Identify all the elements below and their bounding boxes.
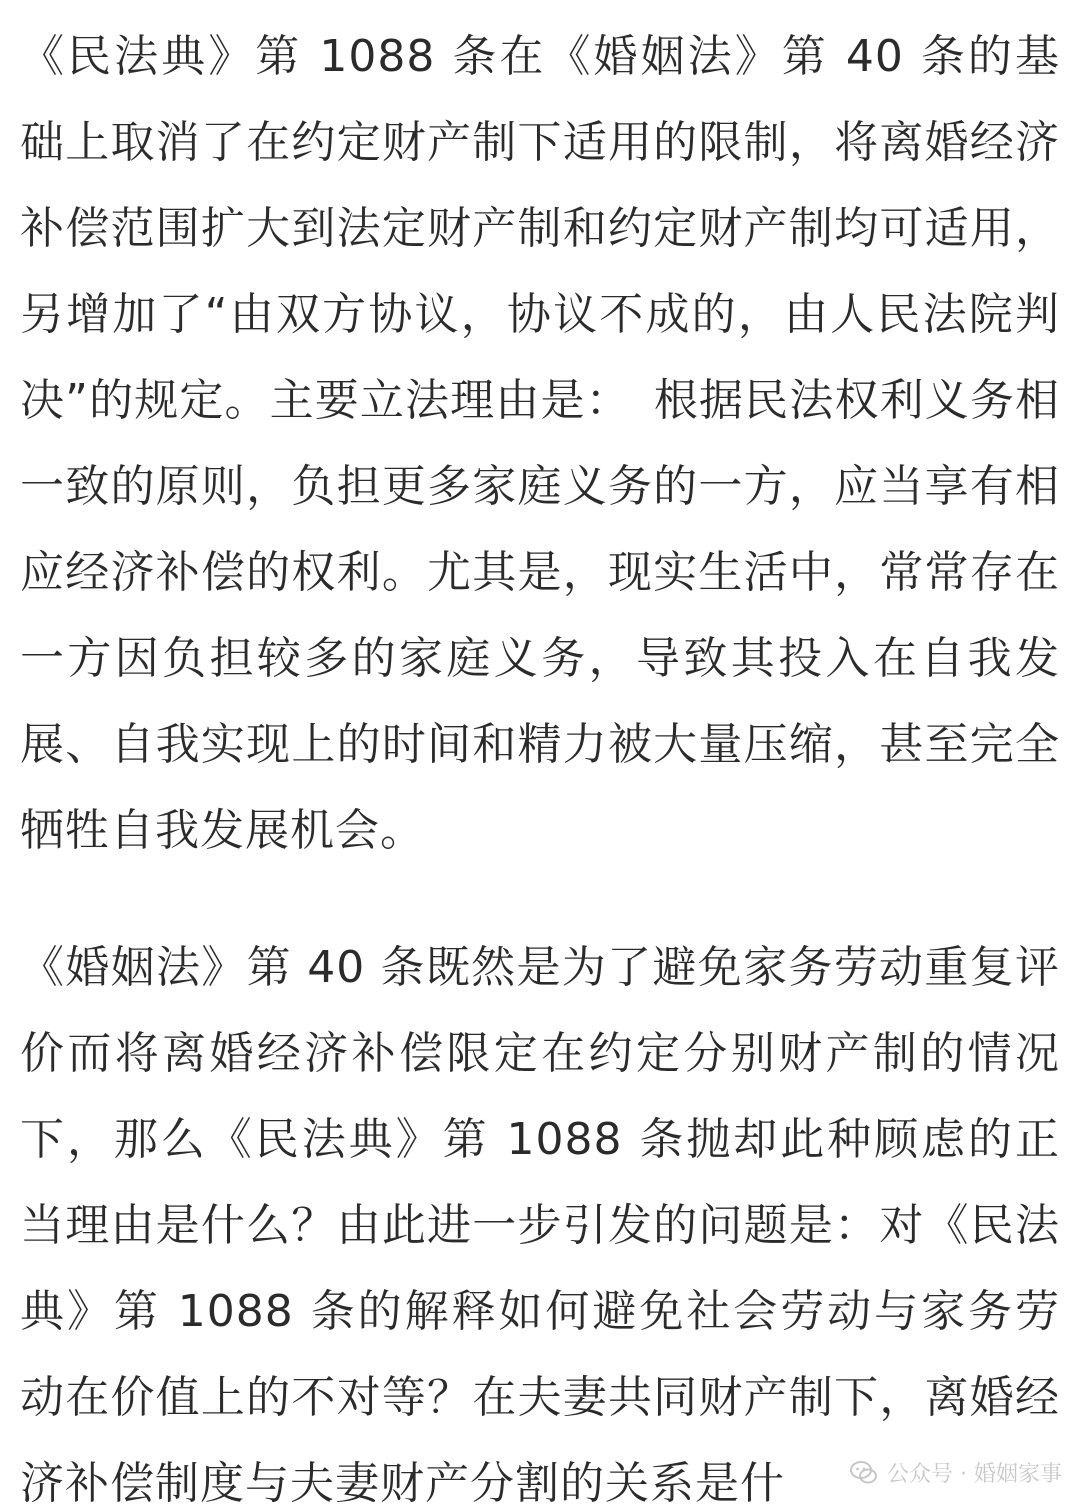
paragraph-marriage-law-40: 《婚姻法》第 40 条既然是为了避免家务劳动重复评价而将离婚经济补偿限定在约定分别财产制的情况下，那么《民法典》第 1088 条抛却此种顾虑的正当理由是什么？由此进一步引发的问题是：对《民法典》第 1088 条的解释如何避免社会劳动与家务劳动在价值上的不对等？在夫妻共同财产制下，离婚经济补偿制度与夫妻财产分割的关系是什: [20, 942, 1060, 1508]
watermark: [849, 1457, 1062, 1488]
wechat-icon: [849, 1458, 879, 1488]
watermark-text: 公众号 · 婚姻家事: [887, 1462, 1062, 1487]
paragraph-civil-code-1088: 《民法典》第 1088 条在《婚姻法》第 40 条的基础上取消了在约定财产制下适用的限制，将离婚经济补偿范围扩大到法定财产制和约定财产制均可适用，另增加了“由双方协议，协议不成的，由人民法院判决”的规定。主要立法理由是： 根据民法权利义务相一致的原则，负担更多家庭义务的一方，应当享有相应经济补偿的权利。尤其是，现实生活中，常常存在一方因负担较多的家庭义务，导致其投入在自我发展、自我实现上的时间和精力被大量压缩，甚至完全牺牲自我发展机会。: [20, 31, 1060, 856]
